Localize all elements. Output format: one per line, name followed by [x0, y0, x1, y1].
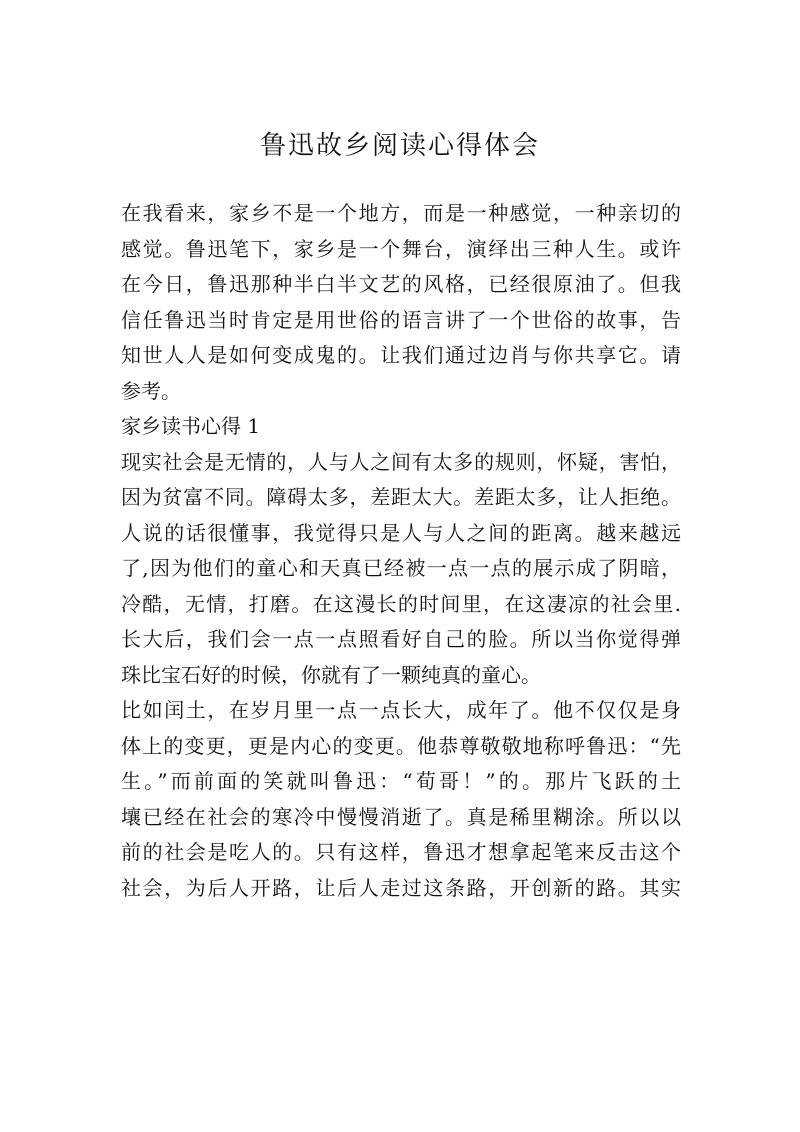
text-line: 冷酷，无情，打磨。在这漫长的时间里，在这凄凉的社会里.: [121, 591, 681, 616]
text-line: 在今日，鲁迅那种半白半文艺的风格，已经很原油了。但我: [121, 272, 681, 296]
text-line: 体上的变更，更是内心的变更。他恭尊敬敬地称呼鲁迅：“先: [121, 733, 681, 758]
text-line: 人说的话很懂事，我觉得只是人与人之间的距离。越来越远: [121, 520, 681, 545]
text-line: 了,因为他们的童心和天真已经被一点一点的展示成了阴暗，: [121, 556, 681, 580]
text-line: 社会，为后人开路，让后人走过这条路，开创新的路。其实: [121, 875, 681, 900]
text-line: 壤已经在社会的寒冷中慢慢消逝了。真是稀里糊涂。所以以: [121, 804, 681, 829]
document-body: [121, 196, 681, 906]
text-line: 在我看来，家乡不是一个地方，而是一种感觉，一种亲切的: [121, 201, 681, 225]
text-line: 因为贫富不同。障碍太多，差距太大。差距太多，让人拒绝。: [121, 485, 681, 509]
text-line: 比如闰土，在岁月里一点一点长大，成年了。他不仅仅是身: [121, 698, 681, 722]
text-line: 知世人人是如何变成鬼的。让我们通过边肖与你共享它。请: [121, 343, 681, 367]
text-line: 感觉。鲁迅笔下，家乡是一个舞台，演绎出三种人生。或许: [121, 236, 681, 261]
text-line: 现实社会是无情的，人与人之间有太多的规则，怀疑，害怕，: [121, 449, 681, 474]
text-line: 生。”而前面的笑就叫鲁迅：“荀哥！”的。那片飞跃的土: [121, 769, 681, 793]
text-line: 家乡读书心得 1: [121, 414, 261, 438]
text-line: 信任鲁迅当时肯定是用世俗的语言讲了一个世俗的故事，告: [121, 307, 681, 332]
document-title: 鲁迅故乡阅读心得体会: [259, 131, 540, 161]
text-line: 长大后，我们会一点一点照看好自己的脸。所以当你觉得弹: [121, 627, 681, 651]
text-line: 珠比宝石好的时候，你就有了一颗纯真的童心。: [121, 662, 541, 687]
text-line: 前的社会是吃人的。只有这样，鲁迅才想拿起笔来反击这个: [121, 840, 681, 864]
text-line: 参考。: [121, 378, 181, 403]
